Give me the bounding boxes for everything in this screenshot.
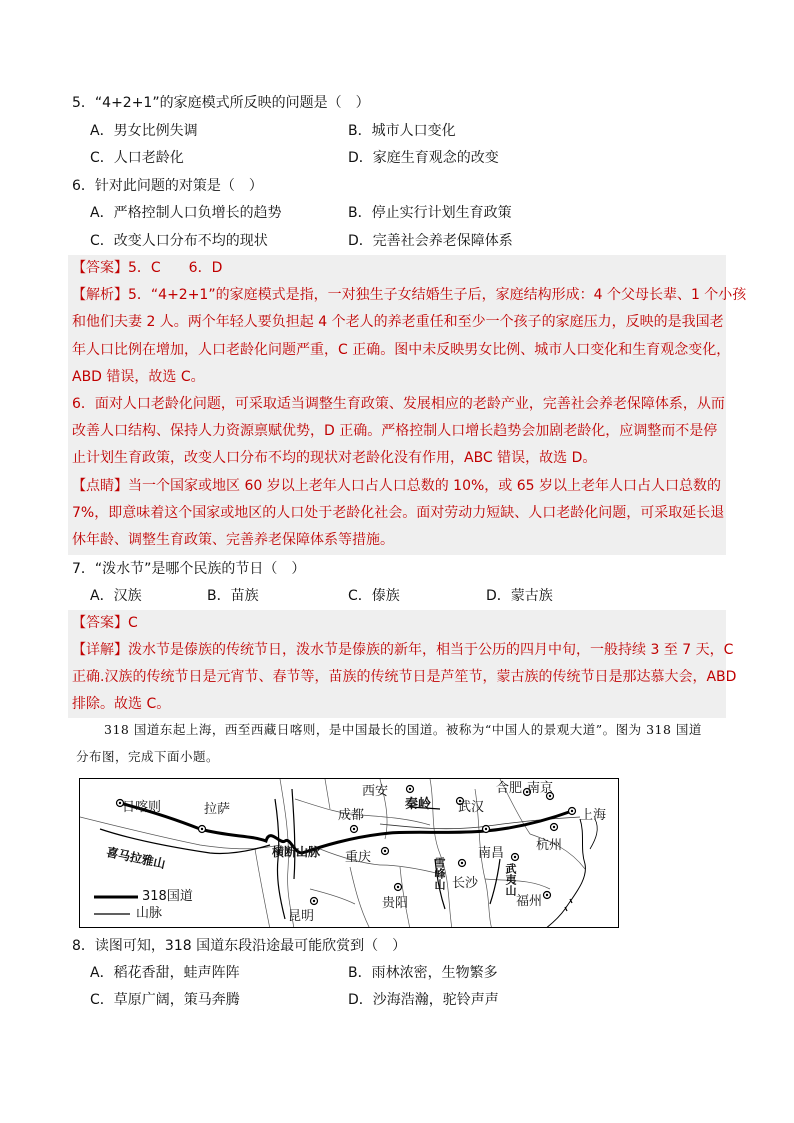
city-label-chongqing: 重庆: [345, 850, 372, 865]
city-label-kunming: 昆明: [288, 909, 315, 924]
tip-tag: 【点睛】: [72, 478, 128, 494]
q5-option-c: C．人口老龄化: [90, 150, 184, 166]
q6-option-a: A．严格控制人口负增长的趋势: [90, 205, 282, 221]
q8-option-a: A．稻花香甜，蛙声阵阵: [90, 965, 240, 981]
answer-block-5-6: [68, 255, 747, 555]
explanation-text: 5．“4+2+1”的家庭模式是指，一对独生子女结婚生子后，家庭结构形成：4 个父母长辈、1 个小孩: [128, 287, 747, 303]
q6-option-c: C．改变人口分布不均的现状: [90, 233, 268, 249]
explanation-5-line-4: ABD 错误，故选 C。: [72, 369, 205, 385]
city-label-fuzhou: 福州: [516, 894, 543, 909]
q5-option-a: A．男女比例失调: [90, 123, 198, 139]
explanation-7-line-1: [72, 640, 733, 660]
q8-option-c: C．草原广阔，策马奔腾: [90, 992, 240, 1008]
city-label-nanchang: 南昌: [478, 846, 505, 861]
mountain-label-qinling: 秦岭: [405, 797, 432, 812]
answer-text: 5．C 6．D: [128, 260, 223, 276]
explanation-text: 泼水节是傣族的传统节日，泼水节是傣族的新年，相当于公历的四月中旬，一般持续 3 至 7 天，C: [128, 642, 734, 658]
explanation-7-line-2: 正确.汉族的传统节日是元宵节、春节等，苗族的传统节日是芦笙节，蒙古族的传统节日是那达慕大会，ABD: [72, 669, 737, 685]
explanation-tag: 【详解】: [72, 642, 128, 658]
city-label-lasa: 拉萨: [204, 802, 231, 817]
q7-option-b: B．苗族: [207, 588, 259, 604]
answer-tag: 【答案】: [72, 615, 128, 631]
explanation-6-line-1: 6．面对人口老龄化问题，可采取适当调整生育政策、发展相应的老龄产业，完善社会养老保障体系，从而: [72, 396, 725, 412]
mountain-label-hengduan: 横断山脉: [272, 845, 321, 859]
q8-option-b: B．雨林浓密，生物繁多: [348, 965, 498, 981]
q7-option-d: D．蒙古族: [486, 588, 553, 604]
city-label-hangzhou: 杭州: [536, 838, 563, 853]
intro-line-2: 分布图，完成下面小题。: [76, 749, 220, 764]
explanation-5-line-2: 和他们夫妻 2 人。两个年轻人要负担起 4 个老人的养老重任和至少一个孩子的家庭压力，反映的是我国老: [72, 314, 724, 330]
q5-option-b: B．城市人口变化: [348, 123, 456, 139]
city-label-xian: 西安: [362, 784, 389, 799]
q5-stem: 5．“4+2+1”的家庭模式所反映的问题是（ ）: [72, 95, 370, 111]
mountain-label-himalaya: 喜马拉雅山: [105, 845, 167, 872]
mountain-label-wuyi: 武夷山: [504, 863, 517, 896]
explanation-7-line-3: 排除。故选 C。: [72, 696, 171, 712]
answer-7: [72, 613, 138, 633]
city-label-wuhan: 武汉: [458, 800, 485, 815]
q5-option-d: D．家庭生育观念的改变: [348, 150, 499, 166]
q8-stem: 8．读图可知，318 国道东段沿途最可能欣赏到（ ）: [72, 938, 407, 954]
answer-tag: 【答案】: [72, 260, 128, 276]
city-label-rikaze: 日喀则: [122, 800, 162, 815]
city-label-guiyang: 贵阳: [382, 896, 409, 911]
q6-option-d: D．完善社会养老保障体系: [348, 233, 513, 249]
q8-option-d: D．沙海浩瀚，驼铃声声: [348, 992, 499, 1008]
city-label-nanjing: 南京: [527, 781, 554, 796]
tip-line-1: [72, 476, 721, 496]
explanation-6-line-3: 止计划生育政策，改变人口分布不均的现状对老龄化没有作用，ABC 错误，故选 D。: [72, 450, 597, 466]
q6-option-b: B．停止实行计划生育政策: [348, 205, 512, 221]
q7-option-c: C．傣族: [348, 588, 400, 604]
route-318-map: [79, 778, 619, 928]
answer-text: C: [128, 615, 138, 631]
answer-block-7: [68, 610, 737, 718]
tip-line-2: 7%，即意味着这个国家或地区的人口处于老龄化社会。面对劳动力短缺、人口老龄化问题，可采取延长退: [72, 505, 725, 521]
q6-stem: 6．针对此问题的对策是（ ）: [72, 178, 263, 194]
explanation-5-line-3: 年人口比例在增加，人口老龄化问题严重，C 正确。图中未反映男女比例、城市人口变化和生育观念变化，: [72, 342, 731, 358]
city-label-shanghai: 上海: [580, 808, 607, 823]
explanation-tag: 【解析】: [72, 287, 128, 303]
explanation-6-line-2: 改善人口结构、保持人力资源禀赋优势，D 正确。严格控制人口增长趋势会加剧老龄化，应调整而不是停: [72, 423, 718, 439]
intro-line-1: 318 国道东起上海，西至西藏日喀则，是中国最长的国道。被称为“中国人的景观大道”。图为 318 国道: [104, 722, 702, 737]
mountain-label-xuefeng: 雪峰山: [433, 857, 446, 890]
q7-option-a: A．汉族: [90, 588, 142, 604]
tip-line-3: 休年龄、调整生育政策、完善养老保障体系等措施。: [72, 532, 394, 548]
city-label-changsha: 长沙: [452, 876, 479, 891]
city-label-hefei: 合肥: [496, 781, 523, 796]
explanation-5-line-1: [72, 285, 746, 305]
legend-road-label: 318国道: [142, 889, 193, 904]
answer-5-6: [72, 258, 222, 278]
q7-stem: 7．“泼水节”是哪个民族的节日（ ）: [72, 561, 306, 577]
legend-mountain-label: 山脉: [136, 906, 163, 921]
tip-text: 当一个国家或地区 60 岁以上老年人口占人口总数的 10%，或 65 岁以上老年人口占人口总数的: [128, 478, 721, 494]
city-label-chengdu: 成都: [338, 808, 365, 823]
